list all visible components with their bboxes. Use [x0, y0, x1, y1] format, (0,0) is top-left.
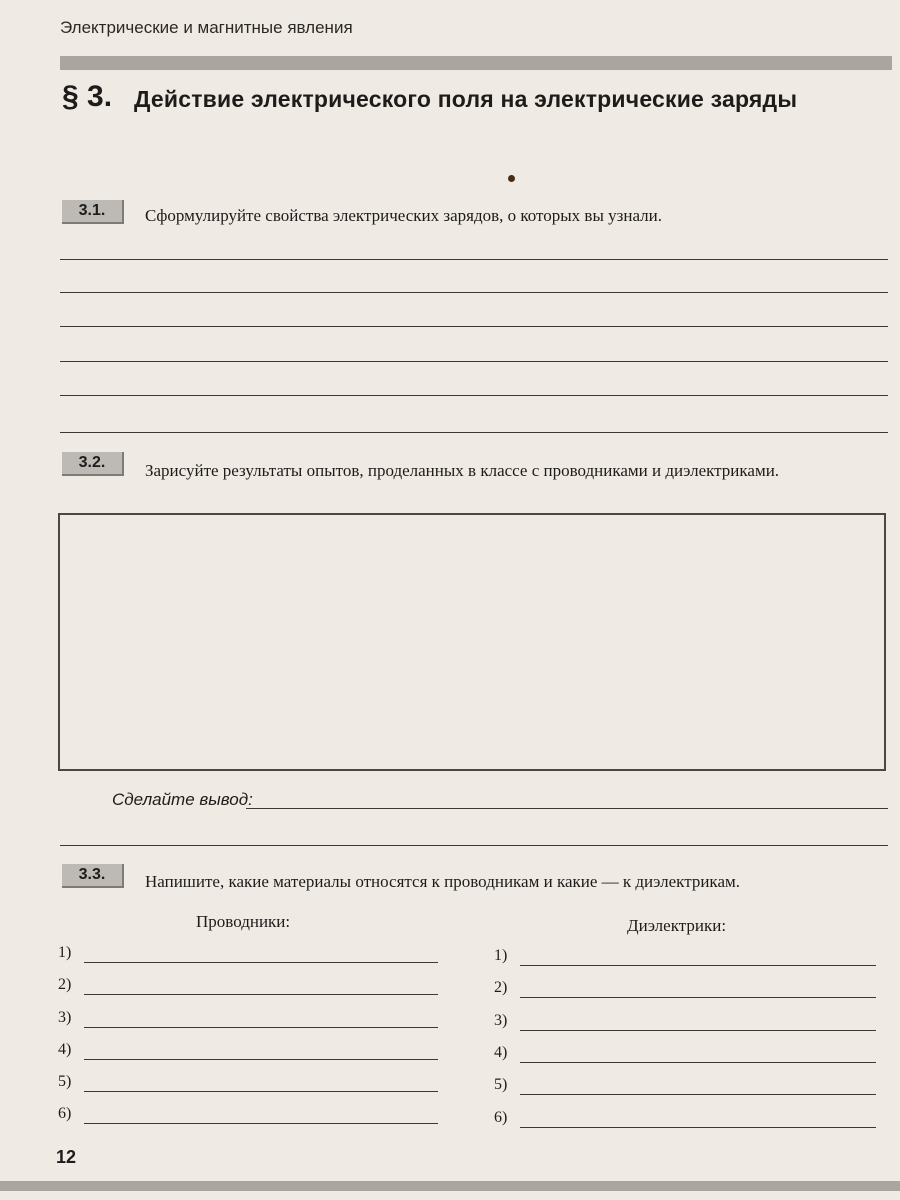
header-divider — [60, 56, 892, 70]
task-badge-3-1: 3.1. — [62, 200, 124, 224]
answer-line-3-1-4[interactable] — [60, 361, 888, 362]
dielectrics-header: Диэлектрики: — [627, 916, 727, 935]
answer-line-3-1-1[interactable] — [60, 259, 888, 260]
task-badge-3-3: 3.3. — [62, 864, 124, 888]
conductor-line-4[interactable] — [84, 1059, 438, 1060]
conclusion-line-2[interactable] — [60, 845, 888, 846]
conductor-line-2[interactable] — [84, 994, 438, 995]
running-head: Электрические и магнитные явления — [60, 18, 353, 37]
task-text-3-3: Напишите, какие материалы относятся к проводникам и какие — к диэлектрикам. — [145, 872, 740, 891]
drawing-area[interactable] — [58, 513, 886, 771]
section-number: § 3. — [62, 80, 113, 113]
dielectric-num-6: 6) — [494, 1109, 508, 1126]
conductor-line-5[interactable] — [84, 1091, 438, 1092]
footer-divider — [0, 1181, 900, 1191]
dielectric-line-1[interactable] — [520, 965, 876, 966]
conductor-num-2: 2) — [58, 976, 72, 993]
conclusion-line-1[interactable] — [246, 808, 888, 809]
answer-line-3-1-5[interactable] — [60, 395, 888, 396]
dielectric-line-4[interactable] — [520, 1062, 876, 1063]
dielectric-num-4: 4) — [494, 1044, 508, 1061]
page-number: 12 — [56, 1147, 77, 1167]
conductor-num-3: 3) — [58, 1009, 72, 1026]
dielectric-num-1: 1) — [494, 947, 508, 964]
task-text-3-2: Зарисуйте результаты опытов, проделанных в классе с проводниками и диэлектриками. — [145, 461, 780, 480]
dielectric-num-2: 2) — [494, 979, 508, 996]
conductor-line-1[interactable] — [84, 962, 438, 963]
dielectric-line-3[interactable] — [520, 1030, 876, 1031]
answer-line-3-1-2[interactable] — [60, 292, 888, 293]
section-title: Действие электрического поля на электрические заряды — [134, 86, 798, 112]
conductor-num-5: 5) — [58, 1073, 72, 1090]
task-badge-3-2: 3.2. — [62, 452, 124, 476]
ink-spot — [508, 175, 515, 182]
conductor-line-3[interactable] — [84, 1027, 438, 1028]
dielectric-line-5[interactable] — [520, 1094, 876, 1095]
dielectric-num-5: 5) — [494, 1076, 508, 1093]
task-text-3-1: Сформулируйте свойства электрических зарядов, о которых вы узнали. — [145, 206, 662, 225]
conductor-line-6[interactable] — [84, 1123, 438, 1124]
dielectric-line-6[interactable] — [520, 1127, 876, 1128]
conductors-header: Проводники: — [196, 912, 291, 931]
dielectric-num-3: 3) — [494, 1012, 508, 1029]
dielectric-line-2[interactable] — [520, 997, 876, 998]
conductor-num-6: 6) — [58, 1105, 72, 1122]
answer-line-3-1-3[interactable] — [60, 326, 888, 327]
answer-line-3-1-6[interactable] — [60, 432, 888, 433]
conductor-num-4: 4) — [58, 1041, 72, 1058]
conclusion-label: Сделайте вывод: — [112, 790, 253, 809]
conductor-num-1: 1) — [58, 944, 72, 961]
